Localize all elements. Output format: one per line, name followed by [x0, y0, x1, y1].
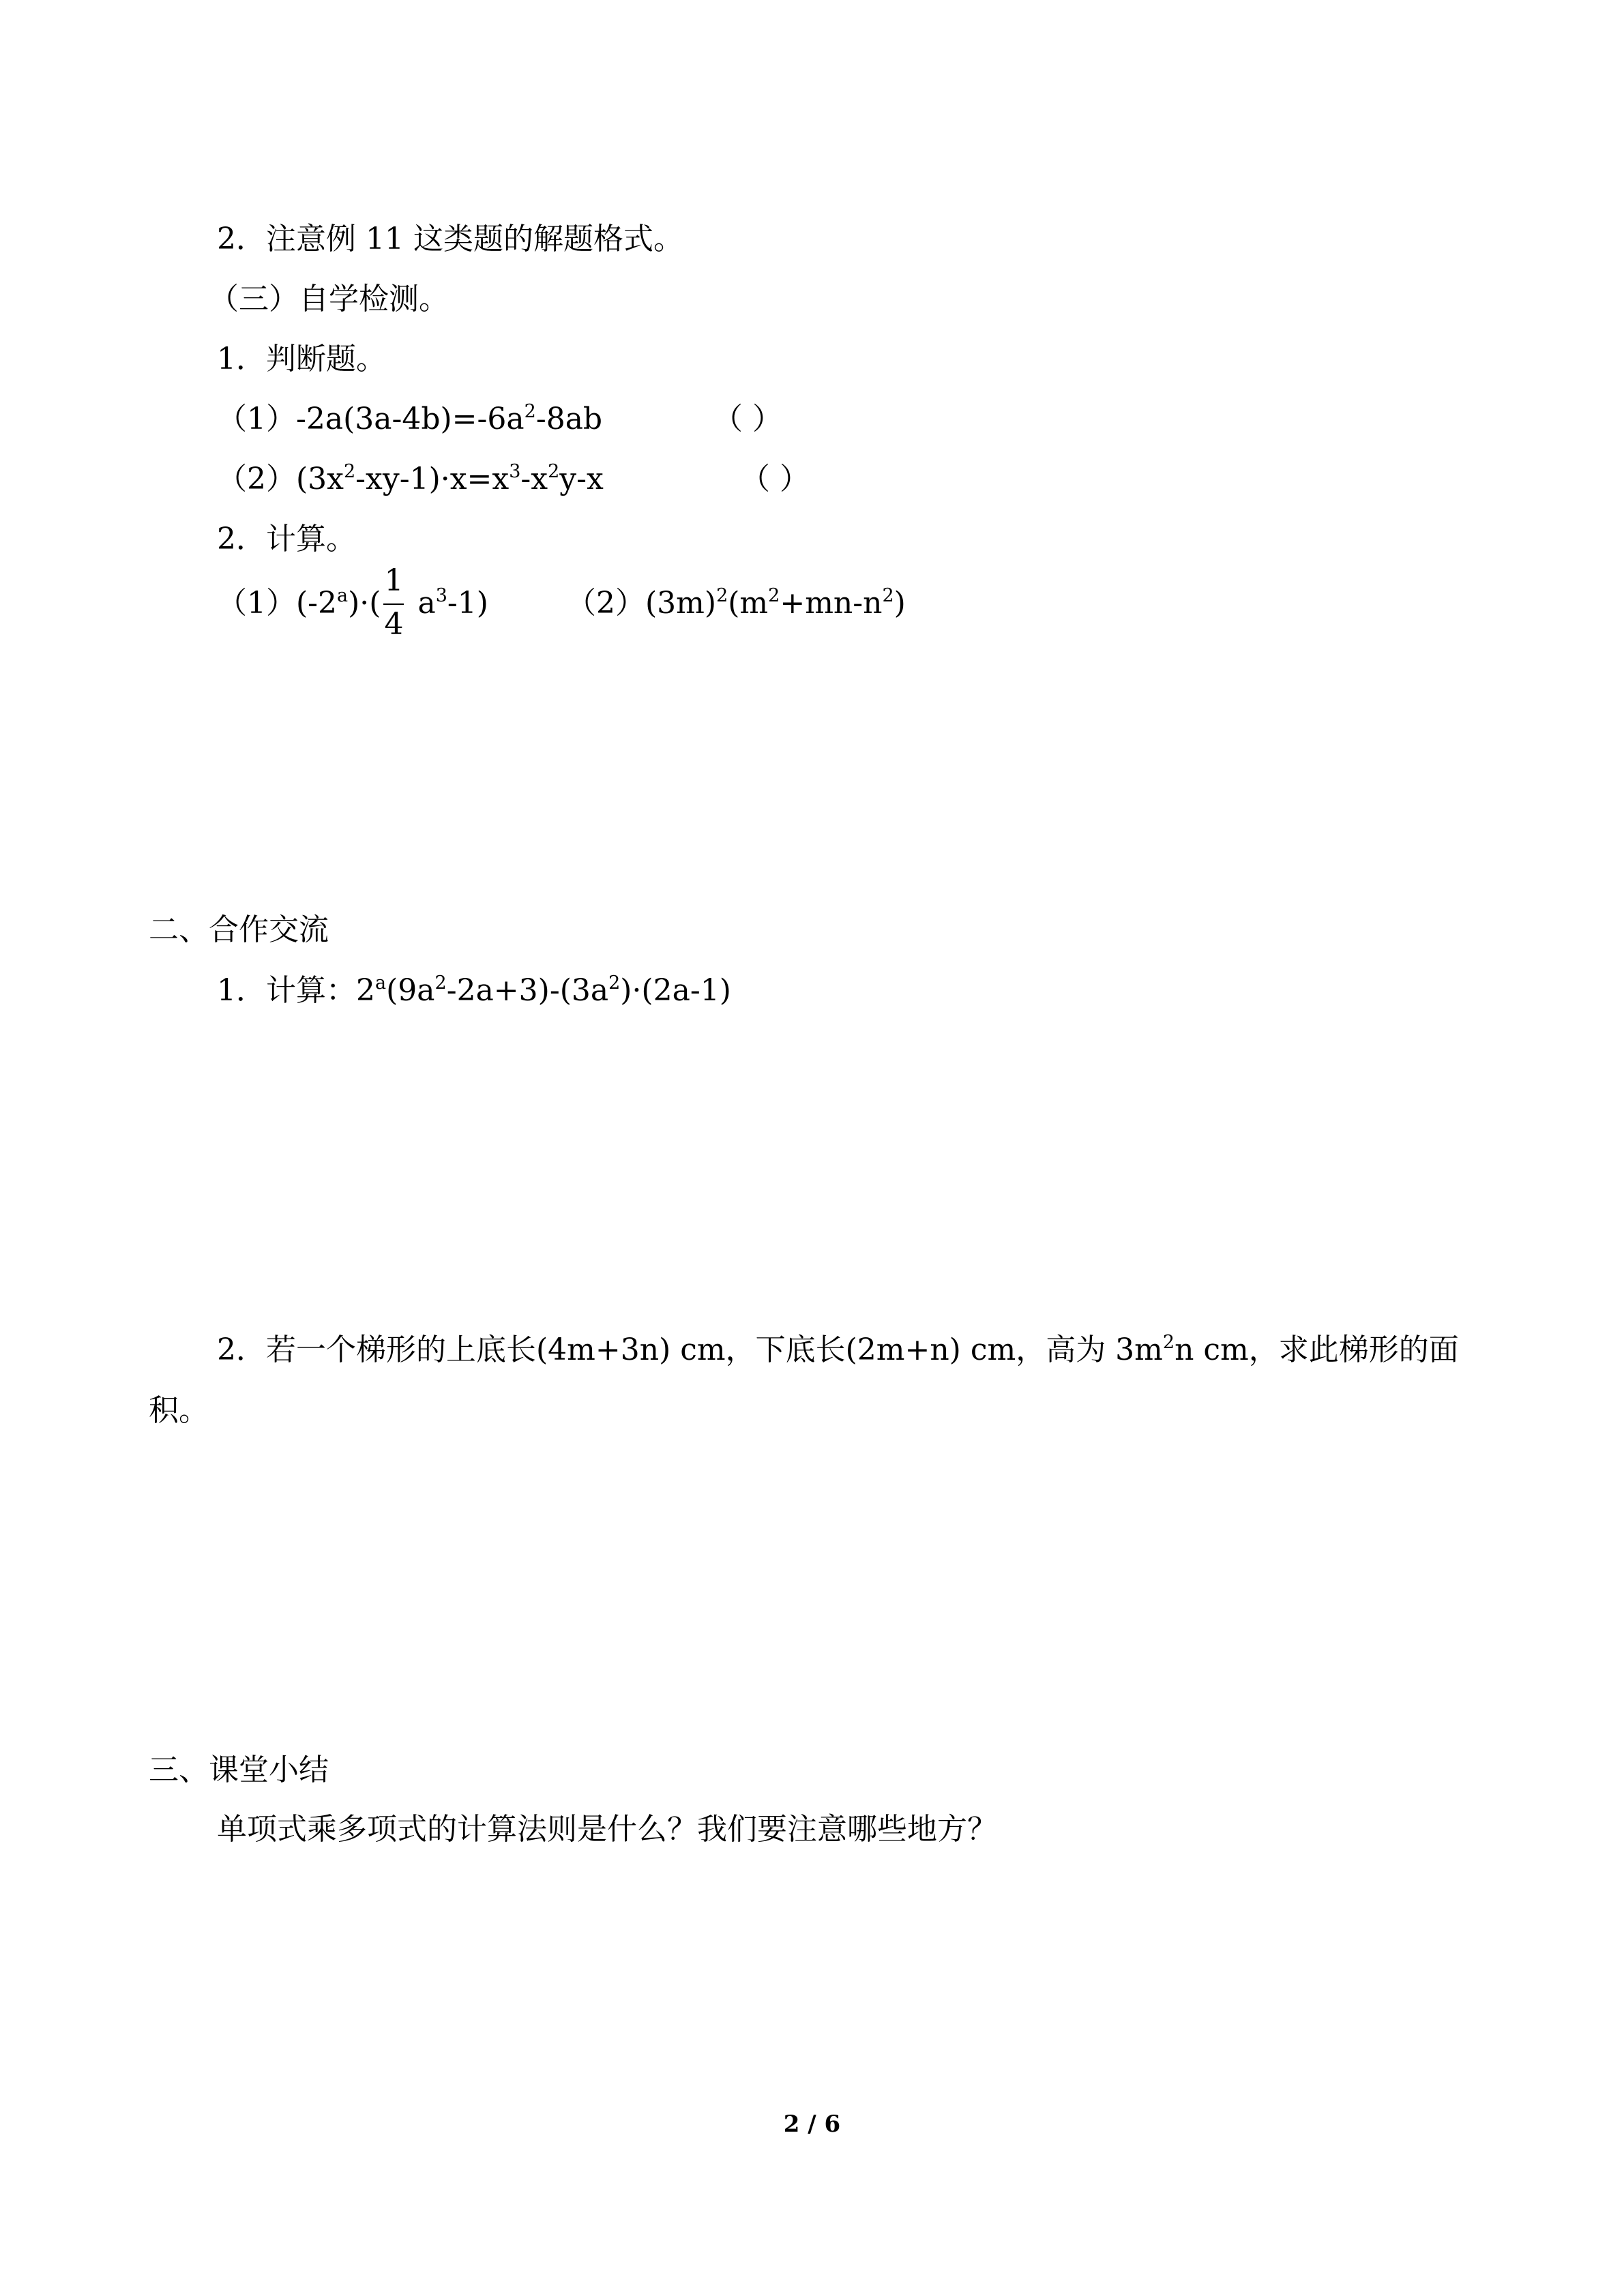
- exponent: 2: [608, 972, 621, 994]
- fraction-denominator: 4: [384, 607, 404, 642]
- exponent: 2: [768, 585, 780, 606]
- fraction-numerator: 1: [384, 563, 404, 598]
- question-text: 2．若一个梯形的上底长(4m+3n) cm，下底长(2m+n) cm，高为 3m: [217, 1332, 1163, 1367]
- exponent: 3: [435, 585, 447, 606]
- trapezoid-question-line-2: 积。: [149, 1393, 209, 1428]
- item-label: （1）: [217, 402, 296, 436]
- expression: (9a: [386, 973, 435, 1008]
- answer-blank-2[interactable]: （ ）: [740, 462, 810, 496]
- cooperation-heading: 二、合作交流: [149, 912, 329, 947]
- item-label: （2）: [566, 586, 645, 621]
- exponent: 2: [524, 401, 536, 422]
- summary-question: 单项式乘多项式的计算法则是什么？我们要注意哪些地方？: [217, 1812, 997, 1847]
- expression: )·(: [348, 586, 381, 621]
- expression: -xy-1)·x=x: [355, 462, 510, 496]
- note-example-11: 2．注意例 11 这类题的解题格式。: [217, 222, 683, 256]
- item-label: （2）: [217, 462, 296, 496]
- expression: (3x: [296, 462, 344, 496]
- calculation-item-2: [566, 583, 906, 624]
- fraction-one-quarter: [383, 563, 404, 642]
- calculation-item-1: [217, 563, 488, 642]
- judgement-item-2: [217, 459, 604, 500]
- page-number: 2 / 6: [783, 2111, 841, 2138]
- summary-heading: 三、课堂小结: [149, 1753, 329, 1787]
- exponent: 2: [548, 461, 560, 482]
- expression: )·(2a-1): [620, 973, 731, 1008]
- exponent: 3: [509, 461, 521, 482]
- answer-blank-1[interactable]: （ ）: [713, 402, 782, 436]
- expression: -2a(3a-4b)=-6a: [296, 402, 525, 436]
- exponent: 2: [343, 461, 356, 482]
- expression: (-2: [296, 586, 338, 621]
- expression: a: [408, 586, 436, 621]
- fraction-bar: [383, 603, 404, 605]
- calculation-heading: 2．计算。: [217, 522, 356, 556]
- expression: +mn-n: [780, 586, 883, 621]
- exponent: a: [337, 585, 349, 606]
- cooperation-item-1: [217, 970, 731, 1011]
- expression: (m: [728, 586, 769, 621]
- expression: y-x: [559, 462, 604, 496]
- expression: -8ab: [535, 402, 603, 436]
- trapezoid-question-line-1: [217, 1330, 1459, 1371]
- exponent: 2: [434, 972, 447, 994]
- expression: -2a+3)-(3a: [446, 973, 609, 1008]
- expression: 2: [356, 973, 375, 1008]
- expression: (3m): [645, 586, 717, 621]
- question-text: n cm，求此梯形的面: [1175, 1332, 1459, 1367]
- exponent: 2: [716, 585, 728, 606]
- item-label: （1）: [217, 586, 296, 621]
- self-test-heading: （三）自学检测。: [209, 282, 449, 316]
- judgement-item-1: [217, 399, 602, 440]
- judgement-heading: 1．判断题。: [217, 342, 386, 376]
- expression: -x: [520, 462, 548, 496]
- exponent: a: [375, 972, 387, 994]
- exponent: 2: [1162, 1332, 1175, 1353]
- expression: -1): [447, 586, 488, 621]
- exponent: 2: [882, 585, 894, 606]
- expression: ): [894, 586, 906, 621]
- item-label: 1．计算：: [217, 973, 356, 1008]
